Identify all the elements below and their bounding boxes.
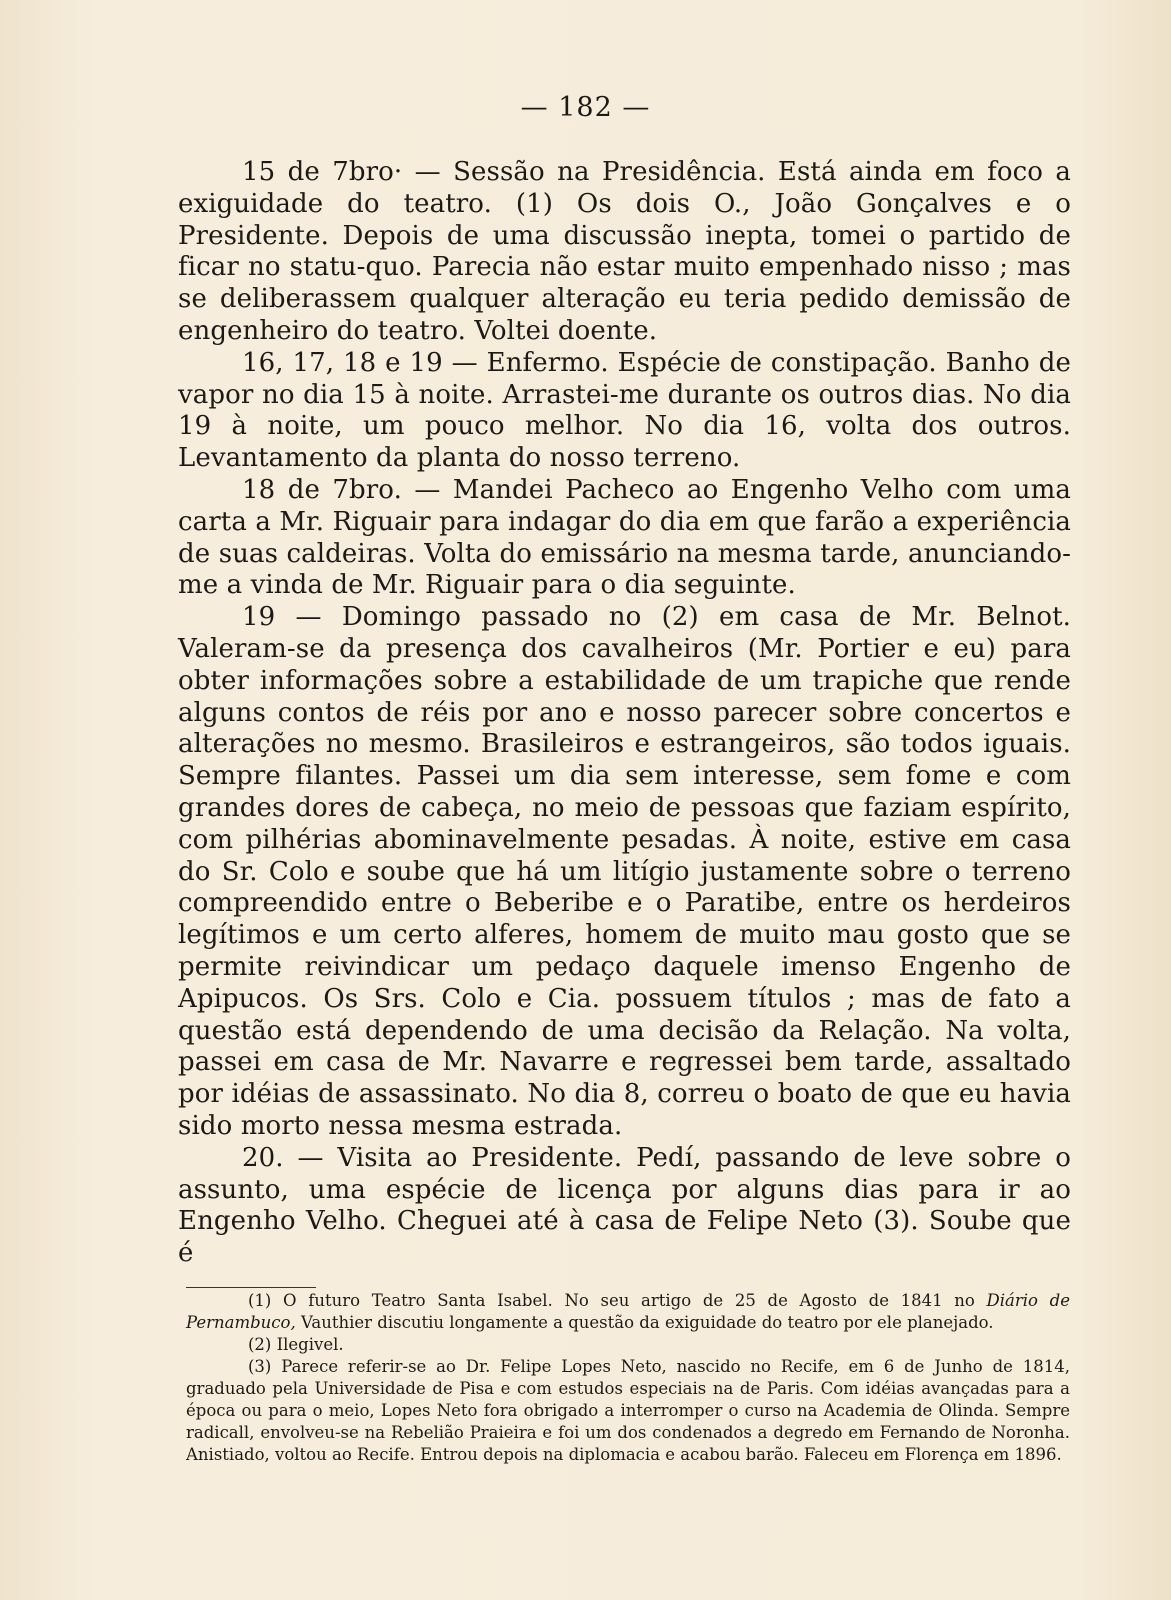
footnote-1-text-end: Vauthier discutiu longamente a questão da exiguidade do teatro por ele planejado.	[295, 1313, 994, 1332]
diary-entry-sept-18: 18 de 7bro. — Mandei Pacheco ao Engenho Velho com uma carta a Mr. Riguair para indagar do dia em que farão a experiência de suas caldeiras. Volta do emissário na mesma tarde, anunciando-me a vinda de Mr. Riguair para o dia seguinte.	[178, 474, 1071, 601]
diary-entry-sept-15: 15 de 7bro· — Sessão na Presidência. Está ainda em foco a exiguidade do teatro. (1) Os dois O., João Gonçalves e o Presidente. Depois de uma discussão inepta, tomei o partido de ficar no statu-quo. Parecia não estar muito empenhado nisso ; mas se deliberassem qualquer alteração eu teria pedido demissão de engenheiro do teatro. Voltei doente.	[178, 157, 1071, 346]
footnote-3: (3) Parece referir-se ao Dr. Felipe Lopes Neto, nascido no Recife, em 6 de Junho de 1814, graduado pela Universidade de Pisa e com estudos especiais na de Paris. Com idéias avançadas para a época ou para o meio, Lopes Neto fora obrigado a interromper o curso na Academia de Olinda. Sempre radicall, envolveu-se na Rebelião Praieira e foi um dos condenados a degredo em Fernando de Noronha. Anistiado, voltou ao Recife. Entrou depois na diplomacia e acabou barão. Faleceu em Florença em 1896.	[186, 1357, 1070, 1464]
page-number: — 182 —	[520, 92, 651, 123]
footnote-1-newspaper-title: Diário de Pernambuco,	[186, 1291, 1070, 1332]
diary-entry-sept-20: 20. — Visita ao Presidente. Pedí, passando de leve sobre o assunto, uma espécie de licença por alguns dias para ir ao Engenho Velho. Cheguei até à casa de Felipe Neto (3). Soube que é	[178, 1142, 1071, 1269]
footnote-divider	[186, 1287, 316, 1288]
footnote-2: (2) Ilegivel.	[248, 1335, 344, 1354]
footnote-1	[186, 1290, 1070, 1334]
footnotes	[186, 1290, 1070, 1466]
diary-entry-sept-16-19: 16, 17, 18 e 19 — Enfermo. Espécie de constipação. Banho de vapor no dia 15 à noite. Arrastei-me durante os outros dias. No dia 19 à noite, um pouco melhor. No dia 16, volta dos outros. Levantamento da planta do nosso terreno.	[178, 347, 1071, 474]
footnote-1-text: (1) O futuro Teatro Santa Isabel. No seu artigo de 25 de Agosto de 1841 no	[248, 1291, 987, 1310]
diary-text	[178, 157, 1071, 1270]
diary-entry-sept-19: 19 — Domingo passado no (2) em casa de Mr. Belnot. Valeram-se da presença dos cavalheiros (Mr. Portier e eu) para obter informações sobre a estabilidade de um trapiche que rende alguns contos de réis por ano e nosso parecer sobre concertos e alterações no mesmo. Brasileiros e estrangeiros, são todos iguais. Sempre filantes. Passei um dia sem interesse, sem fome e com grandes dores de cabeça, no meio de pessoas que faziam espírito, com pilhérias abominavelmente pesadas. À noite, estive em casa do Sr. Colo e soube que há um litígio justamente sobre o terreno compreendido entre o Beberibe e o Paratibe, entre os herdeiros legítimos e um certo alferes, homem de muito mau gosto que se permite reivindicar um pedaço daquele imenso Engenho de Apipucos. Os Srs. Colo e Cia. possuem títulos ; mas de fato a questão está dependendo de uma decisão da Relação. Na volta, passei em casa de Mr. Navarre e regressei bem tarde, assaltado por idéias de assassinato. No dia 8, correu o boato de que eu havia sido morto nessa mesma estrada.	[178, 602, 1071, 1141]
